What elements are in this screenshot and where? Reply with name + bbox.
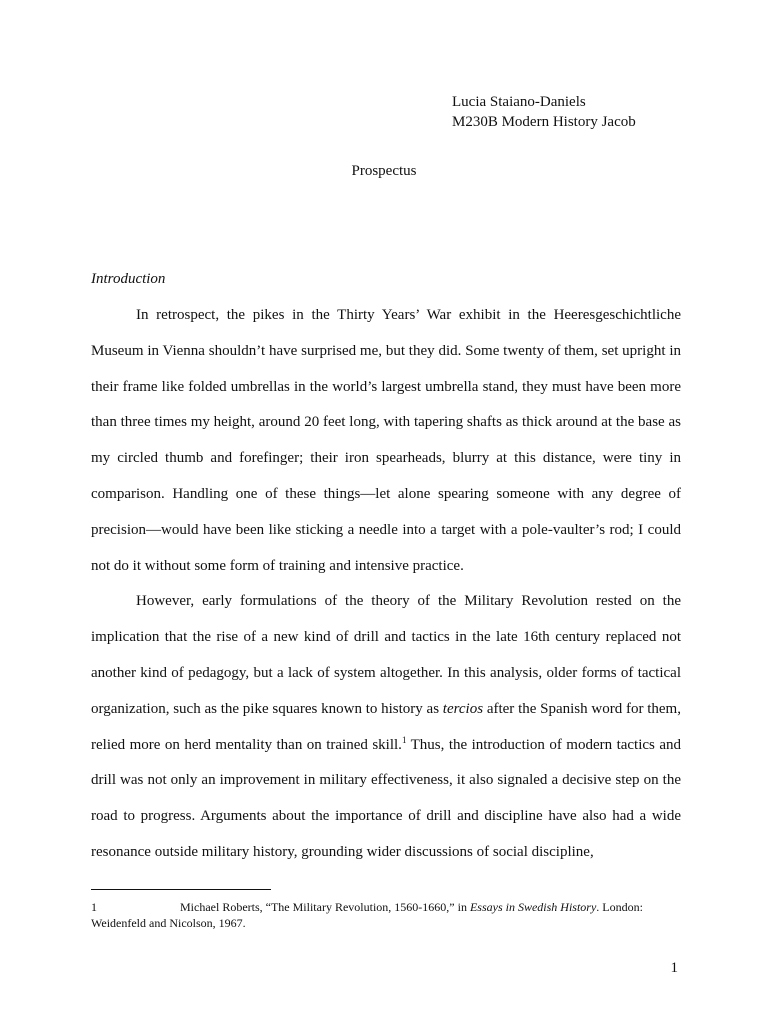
- paragraph-2: [91, 584, 681, 870]
- author-name: Lucia Staiano-Daniels: [452, 94, 586, 110]
- paragraph-2-part-1: However, early formulations of the theory of the Military Revolution rested on the implication that the rise of a new kind of drill and tactics in the late 16th century replaced not another kind of pedagogy, but a lack of system altogether. In this analysis, older forms of tactical organization, such as the pike squares known to history as: [91, 593, 681, 717]
- header-block: [452, 92, 636, 132]
- body-text: [91, 298, 681, 871]
- document-title: Prospectus: [351, 163, 417, 179]
- course-name: M230B Modern History Jacob: [452, 114, 636, 130]
- paragraph-1: In retrospect, the pikes in the Thirty Years’ War exhibit in the Heeresgeschichtliche Museum in Vienna shouldn’t have surprised me, but they did. Some twenty of them, set upright in their frame like folded umbrellas in the world’s largest umbrella stand, they must have been more than three times my height, around 20 feet long, with tapering shafts as thick around at the base as my circled thumb and forefinger; their iron spearheads, blurry at this distance, were tiny in comparison. Handling one of these things—let alone spearing someone with any degree of precision—would have been like sticking a needle into a target with a pole-vaulter’s rod; I could not do it without some form of training and intensive practice.: [91, 307, 681, 574]
- footnote-book-title: Essays in Swedish History: [469, 900, 597, 914]
- paragraph-2-part-3: Thus, the introduction of modern tactics and drill was not only an improvement in military effectiveness, it also signaled a decisive step on the road to progress. Arguments about the importance of drill and discipline have also had a wide resonance outside military history, grounding wider discussions of social discipline,: [91, 736, 681, 860]
- page-number: 1: [670, 960, 678, 976]
- footnote: [91, 899, 681, 931]
- paragraph-2-part-2: after the Spanish word for them, relied more on herd mentality than on trained skill.: [91, 700, 681, 753]
- italic-term-tercios: tercios: [442, 700, 484, 717]
- footnote-reference[interactable]: 1: [401, 734, 407, 745]
- footnote-text-after: . London: Weidenfeld and Nicolson, 1967.: [91, 900, 643, 930]
- footnote-separator: [91, 889, 271, 890]
- footnote-number: 1: [91, 900, 97, 914]
- footnote-text-before: Michael Roberts, “The Military Revolution, 1560-1660,” in: [180, 900, 470, 914]
- section-heading: Introduction: [91, 271, 166, 287]
